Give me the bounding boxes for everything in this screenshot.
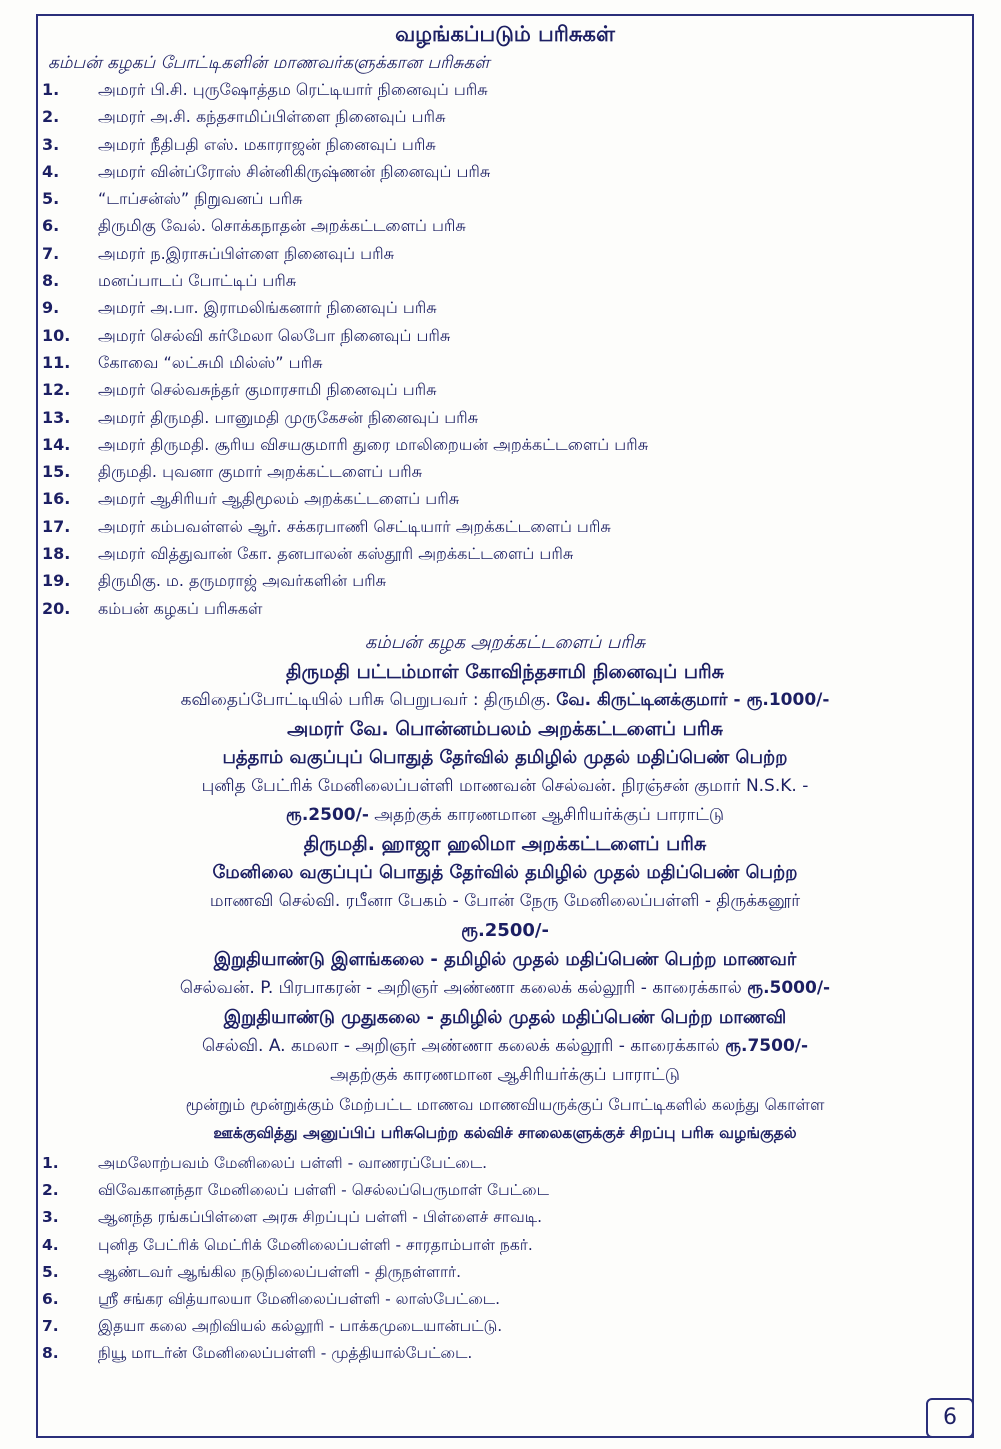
list-item-text: கோவை “லட்சுமி மில்ஸ்” பரிசு	[98, 352, 323, 372]
prize1-line	[36, 686, 974, 715]
list-item	[36, 267, 974, 294]
list-item-text: அமரர் திருமதி. சூரிய விசயகுமாரி துரை மாலிறையன் அறக்கட்டளைப் பரிசு	[98, 434, 649, 454]
list-item-text: அமரர் அ.சி. கந்தசாமிப்பிள்ளை நினைவுப் பரிசு	[98, 107, 446, 127]
list-item-number: 2.	[42, 1181, 59, 1200]
list-item	[36, 1150, 974, 1177]
list-item-text: திருமிகு. ம. தருமராஜ் அவர்களின் பரிசு	[98, 571, 387, 591]
prize4-line1: இறுதியாண்டு இளங்கலை - தமிழில் முதல் மதிப்பெண் பெற்ற மாணவர்	[213, 948, 797, 970]
list-item-number: 10.	[42, 325, 71, 345]
list-item-number: 1.	[42, 1153, 59, 1172]
list-item-number: 14.	[42, 434, 71, 454]
list-item-text: அமரர் வித்துவான் கோ. தனபாலன் கஸ்தூரி அறக்கட்டளைப் பரிசு	[98, 544, 574, 564]
prize3-title: திருமதி. ஹாஜா ஹலிமா அறக்கட்டளைப் பரிசு	[303, 832, 707, 855]
list-item	[36, 567, 974, 594]
list-item-number: 12.	[42, 380, 71, 400]
prize5-line1: இறுதியாண்டு முதுகலை - தமிழில் முதல் மதிப்பெண் பெற்ற மாணவி	[223, 1006, 787, 1028]
section3-intro2: ஊக்குவித்து அனுப்பிப் பரிசுபெற்ற கல்விச் சாலைகளுக்குச் சிறப்பு பரிசு வழங்குதல்	[213, 1123, 797, 1142]
prize3-line2: மாணவி செல்வி. ரபீனா பேகம் - போன் நேரு மேனிலைப்பள்ளி - திருக்கனூர்	[209, 890, 801, 911]
list-item	[36, 595, 974, 622]
list-item-number: 11.	[42, 352, 71, 372]
prize2-line3	[36, 801, 974, 830]
prize-list	[36, 76, 974, 622]
list-item	[36, 131, 974, 158]
page-content	[36, 14, 974, 1367]
list-item-number: 3.	[42, 134, 60, 154]
list-item-text: திருமிகு வேல். சொக்கநாதன் அறக்கட்டளைப் பரிசு	[98, 216, 466, 236]
prize5-line2	[36, 1032, 974, 1061]
list-item	[36, 404, 974, 431]
list-item-number: 15.	[42, 462, 71, 482]
list-item-text: ஆனந்த ரங்கப்பிள்ளை அரசு சிறப்புப் பள்ளி - பிள்ளைச் சாவடி.	[98, 1208, 542, 1227]
list-item-text: அமரர் ந.இராசுப்பிள்ளை நினைவுப் பரிசு	[98, 243, 395, 263]
list-item	[36, 1177, 974, 1204]
list-item-number: 5.	[42, 189, 60, 209]
list-item	[36, 540, 974, 567]
list-item	[36, 158, 974, 185]
list-item-text: “டாப்சன்ஸ்” நிறுவனப் பரிசு	[98, 189, 303, 209]
list-item-text: புனித பேட்ரிக் மெட்ரிக் மேனிலைப்பள்ளி - சாரதாம்பாள் நகர்.	[98, 1235, 533, 1254]
list-item	[36, 1232, 974, 1259]
prize3-amount: ரூ.2500/-	[461, 919, 549, 941]
list-item-text: அமரர் அ.பா. இராமலிங்கனார் நினைவுப் பரிசு	[98, 298, 437, 318]
list-item	[36, 1259, 974, 1286]
section3-intro1: மூன்றும் மூன்றுக்கும் மேற்பட்ட மாணவ மாணவியருக்குப் போட்டிகளில் கலந்து கொள்ள	[185, 1094, 825, 1114]
list-item-text: அமலோற்பவம் மேனிலைப் பள்ளி - வாணரப்பேட்டை.	[98, 1153, 488, 1172]
prize3-line1: மேனிலை வகுப்புப் பொதுத் தேர்வில் தமிழில் முதல் மதிப்பெண் பெற்ற	[212, 861, 798, 883]
prize5-amount: ரூ.7500/-	[725, 1035, 809, 1056]
list-item-number: 4.	[42, 1235, 59, 1254]
list-item-number: 16.	[42, 489, 71, 509]
prize5-line3: அதற்குக் காரணமான ஆசிரியர்க்குப் பாராட்டு	[330, 1064, 680, 1085]
list-item-number: 5.	[42, 1262, 59, 1281]
list-item-number: 18.	[42, 544, 71, 564]
list-item-number: 6.	[42, 1289, 59, 1308]
list-item-number: 2.	[42, 107, 60, 127]
list-item-text: அமரர் திருமதி. பானுமதி முருகேசன் நினைவுப் பரிசு	[98, 407, 479, 427]
list-item	[36, 294, 974, 321]
list-item	[36, 349, 974, 376]
list-item-number: 7.	[42, 1317, 59, 1336]
list-item	[36, 458, 974, 485]
prize5-line2-pre: செல்வி. A. கமலா - அறிஞர் அண்ணா கலைக் கல்லூரி - காரைக்கால்	[201, 1035, 720, 1056]
list-item-text: இதயா கலை அறிவியல் கல்லூரி - பாக்கமுடையான்பட்டு.	[98, 1317, 503, 1336]
list-item-text: நியூ மாடர்ன் மேனிலைப்பள்ளி - முத்தியால்பேட்டை.	[98, 1344, 473, 1363]
list-item	[36, 1286, 974, 1313]
prize1-line-pre: கவிதைப்போட்டியில் பரிசு பெறுபவர் : திருமிகு.	[180, 689, 551, 710]
list-item	[36, 212, 974, 239]
prize4-line2-pre: செல்வன். P. பிரபாகரன் - அறிஞர் அண்ணா கலைக் கல்லூரி - காரைக்கால்	[179, 977, 742, 998]
prize1-line-bold: வே. கிருட்டினக்குமார் - ரூ.1000/-	[556, 689, 830, 710]
list-item	[36, 1313, 974, 1340]
list-item	[36, 76, 974, 103]
list-item-text: ஸ்ரீ சங்கர வித்யாலயா மேனிலைப்பள்ளி - லாஸ்பேட்டை.	[98, 1289, 501, 1308]
list-item-text: அமரர் செல்வி கர்மேலா லெபோ நினைவுப் பரிசு	[98, 325, 451, 345]
list-item-text: அமரர் கம்பவள்ளல் ஆர். சக்கரபாணி செட்டியார் அறக்கட்டளைப் பரிசு	[98, 516, 611, 536]
page-title: வழங்கப்படும் பரிசுகள்	[395, 22, 615, 46]
prize2-amount: ரூ.2500/-	[285, 804, 369, 825]
section1-heading: கம்பன் கழகப் போட்டிகளின் மாணவர்களுக்கான பரிசுகள்	[48, 53, 490, 73]
list-item	[36, 103, 974, 130]
list-item-number: 6.	[42, 216, 60, 236]
prize2-title: அமரர் வே. பொன்னம்பலம் அறக்கட்டளைப் பரிசு	[287, 717, 723, 740]
list-item-text: திருமதி. புவனா குமார் அறக்கட்டளைப் பரிசு	[98, 462, 423, 482]
prize2-line2: புனித பேட்ரிக் மேனிலைப்பள்ளி மாணவன் செல்வன். நிரஞ்சன் குமார் N.S.K. -	[201, 775, 809, 796]
list-item-number: 8.	[42, 271, 60, 291]
prize2-line1: பத்தாம் வகுப்புப் பொதுத் தேர்வில் தமிழில் முதல் மதிப்பெண் பெற்ற	[222, 746, 788, 768]
list-item	[36, 185, 974, 212]
list-item-number: 3.	[42, 1208, 59, 1227]
list-item	[36, 322, 974, 349]
list-item-number: 4.	[42, 161, 60, 181]
list-item-text: அமரர் பி.சி. புருஷோத்தம ரெட்டியார் நினைவுப் பரிசு	[98, 80, 488, 99]
section2-heading: கம்பன் கழக அறக்கட்டளைப் பரிசு	[364, 631, 646, 653]
school-list	[36, 1150, 974, 1368]
list-item-text: அமரர் வின்ப்ரோஸ் சின்னிகிருஷ்ணன் நினைவுப் பரிசு	[98, 161, 491, 181]
prize1-title: திருமதி பட்டம்மாள் கோவிந்தசாமி நினைவுப் பரிசு	[285, 660, 725, 683]
prize2-line3-rest: அதற்குக் காரணமான ஆசிரியர்க்குப் பாராட்டு	[368, 804, 725, 825]
list-item-text: அமரர் நீதிபதி எஸ். மகாராஜன் நினைவுப் பரிசு	[98, 134, 436, 154]
page-number: 6	[926, 1398, 974, 1438]
list-item-number: 17.	[42, 516, 71, 536]
list-item-text: அமரர் ஆசிரியர் ஆதிமூலம் அறக்கட்டளைப் பரிசு	[98, 489, 460, 509]
list-item-number: 1.	[42, 80, 60, 99]
list-item-number: 19.	[42, 571, 71, 591]
list-item-text: மனப்பாடப் போட்டிப் பரிசு	[98, 271, 297, 291]
list-item	[36, 1204, 974, 1231]
list-item-text: விவேகானந்தா மேனிலைப் பள்ளி - செல்லப்பெருமாள் பேட்டை	[98, 1181, 549, 1200]
prize4-amount: ரூ.5000/-	[747, 977, 831, 998]
list-item-text: அமரர் செல்வசுந்தர் குமாரசாமி நினைவுப் பரிசு	[98, 380, 437, 400]
list-item	[36, 1340, 974, 1367]
list-item-text: கம்பன் கழகப் பரிசுகள்	[98, 598, 263, 618]
list-item	[36, 431, 974, 458]
list-item	[36, 376, 974, 403]
list-item	[36, 513, 974, 540]
list-item-number: 7.	[42, 243, 60, 263]
list-item-number: 20.	[42, 598, 71, 618]
list-item	[36, 240, 974, 267]
prize4-line2	[36, 974, 974, 1003]
list-item-number: 8.	[42, 1344, 59, 1363]
list-item-number: 13.	[42, 407, 71, 427]
list-item-text: ஆண்டவர் ஆங்கில நடுநிலைப்பள்ளி - திருநள்ளார்.	[98, 1262, 462, 1281]
list-item	[36, 485, 974, 512]
list-item-number: 9.	[42, 298, 60, 318]
